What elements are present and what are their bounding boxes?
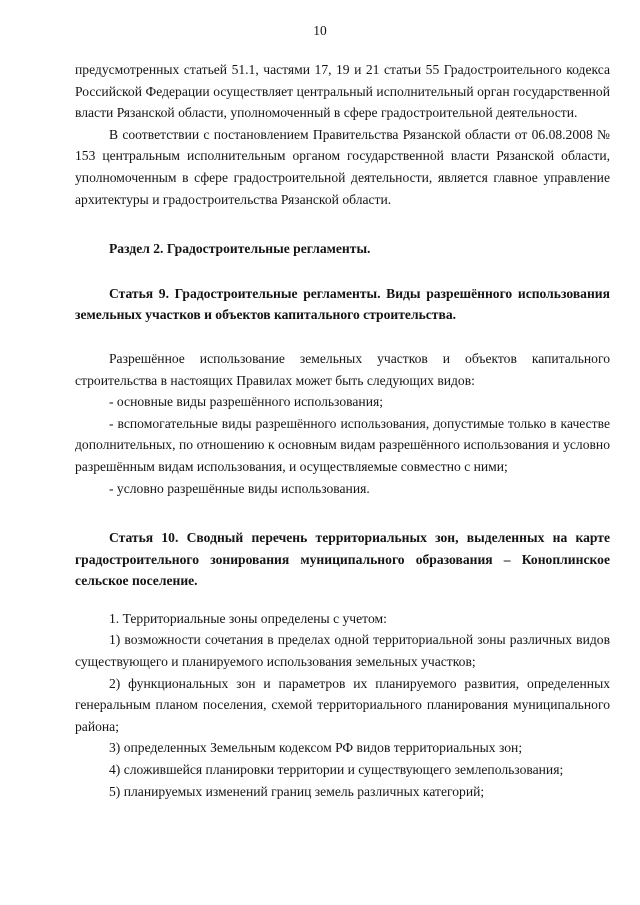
paragraph: Разрешённое использование земельных участков и объектов капитального строительства в настоящих Правилах может быть следующих видов: (75, 350, 610, 388)
list-item: - основные виды разрешённого использования; (109, 394, 383, 410)
list-item: 1) возможности сочетания в пределах одной территориальной зоны различных видов существующего и планируемого использования земельных участков; (75, 632, 610, 670)
article-heading: Статья 9. Градостроительные регламенты. Виды разрешённого использования земельных участков и объектов капитального строительства. (75, 285, 610, 323)
list-item: 2) функциональных зон и параметров их планируемого развития, определенных генеральным планом поселения, схемой территориального планирования муниципального района; (75, 675, 610, 734)
document-body (75, 59, 610, 802)
article-heading: Статья 10. Сводный перечень территориальных зон, выделенных на карте градостроительного зонирования муниципального образования – Коноплинское сельское поселение. (75, 530, 610, 589)
section-heading: Раздел 2. Градостроительные регламенты. (109, 241, 371, 257)
list-item: 4) сложившейся планировки территории и существующего землепользования; (109, 762, 564, 778)
paragraph: В соответствии с постановлением Правительства Рязанской области от 06.08.2008 № 153 центральным исполнительным органом государственной власти Рязанской области, уполномоченным в сфере градостроительной деятельности, является главное управление архитектуры и градостроительства Рязанской области. (75, 126, 610, 207)
paragraph: 1. Территориальные зоны определены с учетом: (109, 610, 387, 626)
page-number: 10 (313, 23, 327, 38)
list-item: 5) планируемых изменений границ земель различных категорий; (109, 783, 485, 799)
paragraph: предусмотренных статьей 51.1, частями 17, 19 и 21 статьи 55 Градостроительного кодекса Российской Федерации осуществляет центральный исполнительный орган государственной власти Рязанской области, уполномоченный в сфере градостроительной деятельности. (75, 62, 610, 121)
list-item: - вспомогательные виды разрешённого использования, допустимые только в качестве дополнительных, по отношению к основным видам разрешённого использования и условно разрешённым видам использования, и осуществляемые совместно с ними; (75, 415, 610, 474)
list-item: 3) определенных Земельным кодексом РФ видов территориальных зон; (109, 740, 523, 756)
list-item: - условно разрешённые виды использования. (109, 480, 370, 496)
